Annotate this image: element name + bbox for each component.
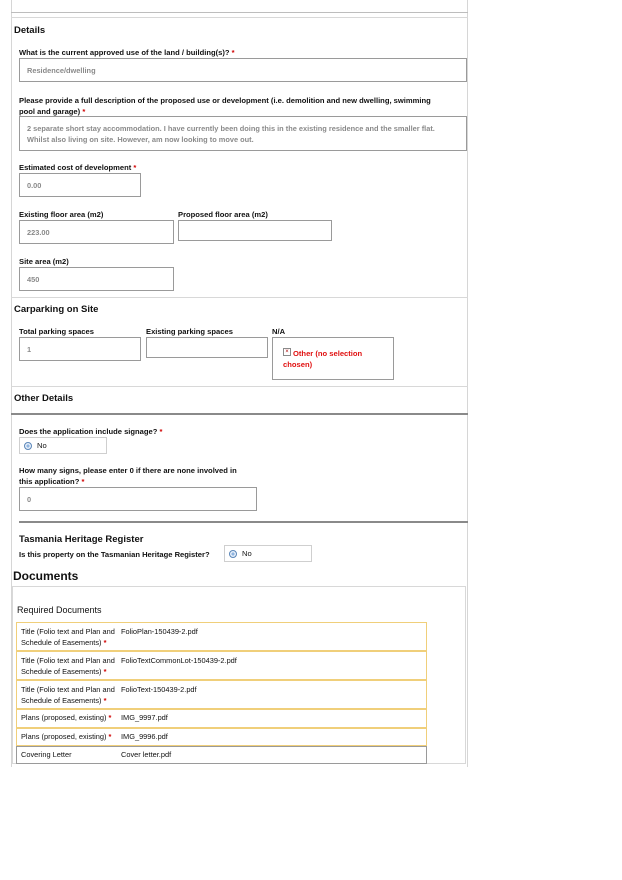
- carparking-divider: [11, 297, 468, 298]
- document-file[interactable]: FolioTextCommonLot-150439-2.pdf: [121, 656, 237, 665]
- top-divider: [11, 12, 468, 13]
- proposed-floor-area-field[interactable]: [178, 220, 332, 241]
- document-row[interactable]: [16, 680, 427, 709]
- other-details-title: Other Details: [14, 393, 74, 404]
- document-row[interactable]: [16, 622, 427, 651]
- estimated-cost-field[interactable]: 0.00: [19, 173, 141, 197]
- document-type: Covering Letter: [21, 750, 72, 759]
- existing-parking-label: Existing parking spaces: [146, 327, 233, 336]
- signage-radio-group[interactable]: [19, 437, 107, 454]
- document-row[interactable]: [16, 709, 427, 728]
- estimated-cost-label: Estimated cost of development *: [19, 163, 137, 172]
- heritage-radio-group[interactable]: [224, 545, 312, 562]
- signs-count-field[interactable]: 0: [19, 487, 257, 511]
- site-area-field[interactable]: 450: [19, 267, 174, 291]
- document-file[interactable]: IMG_9997.pdf: [121, 713, 168, 722]
- total-parking-label: Total parking spaces: [19, 327, 94, 336]
- signage-option-label: No: [37, 441, 47, 450]
- document-type: Title (Folio text and Plan and Schedule of Easements) *: [21, 627, 115, 647]
- existing-floor-area-field[interactable]: 223.00: [19, 220, 174, 244]
- na-label: N/A: [272, 327, 286, 336]
- current-use-field[interactable]: Residence/dwelling: [19, 58, 467, 82]
- carparking-title: Carparking on Site: [14, 304, 99, 315]
- heritage-title: Tasmania Heritage Register: [19, 534, 144, 545]
- proposed-floor-area-label: Proposed floor area (m2): [178, 210, 268, 219]
- existing-floor-area-label: Existing floor area (m2): [19, 210, 104, 219]
- radio-selected-icon[interactable]: [24, 442, 32, 450]
- other-details-divider: [11, 386, 468, 387]
- description-field[interactable]: 2 separate short stay accommodation. I have currently been doing this in the existing residence and the smaller flat. Whilst also living on site. However, am now looking to move out.: [19, 116, 467, 151]
- document-file[interactable]: IMG_9996.pdf: [121, 732, 168, 741]
- heritage-option-label: No: [242, 549, 252, 558]
- site-area-label: Site area (m2): [19, 257, 69, 266]
- na-selection-box[interactable]: [272, 337, 394, 380]
- documents-title: Documents: [13, 569, 79, 583]
- required-documents-title: Required Documents: [17, 605, 102, 615]
- heritage-question: Is this property on the Tasmanian Heritage Register?: [19, 550, 210, 559]
- document-file[interactable]: FolioPlan-150439-2.pdf: [121, 627, 198, 636]
- na-selection-text-line2: chosen): [283, 360, 313, 369]
- document-type: Plans (proposed, existing) *: [21, 732, 112, 741]
- document-row[interactable]: [16, 728, 427, 746]
- document-row[interactable]: [16, 651, 427, 680]
- document-type: Title (Folio text and Plan and Schedule of Easements) *: [21, 685, 115, 705]
- x-box-icon: ×: [283, 348, 291, 356]
- description-label: Please provide a full description of the proposed use or development (i.e. demolition and new dwelling, swimming pool and garage) *: [19, 96, 431, 116]
- total-parking-field[interactable]: 1: [19, 337, 141, 361]
- radio-selected-icon[interactable]: [229, 550, 237, 558]
- document-file[interactable]: Cover letter.pdf: [121, 750, 172, 759]
- signs-count-label: How many signs, please enter 0 if there are none involved in this application? *: [19, 466, 237, 486]
- document-type: Plans (proposed, existing) *: [21, 713, 112, 722]
- document-file[interactable]: FolioText-150439-2.pdf: [121, 685, 197, 694]
- na-selection-text: Other (no selection: [293, 349, 363, 358]
- details-top-divider: [11, 17, 468, 18]
- current-use-label: What is the current approved use of the land / building(s)? *: [19, 48, 235, 57]
- other-details-rule: [11, 413, 468, 415]
- document-type: Title (Folio text and Plan and Schedule of Easements) *: [21, 656, 115, 676]
- document-row[interactable]: [16, 746, 427, 764]
- details-title: Details: [14, 25, 46, 36]
- signage-label: Does the application include signage? *: [19, 427, 163, 436]
- existing-parking-field[interactable]: [146, 337, 268, 358]
- heritage-rule: [19, 521, 468, 523]
